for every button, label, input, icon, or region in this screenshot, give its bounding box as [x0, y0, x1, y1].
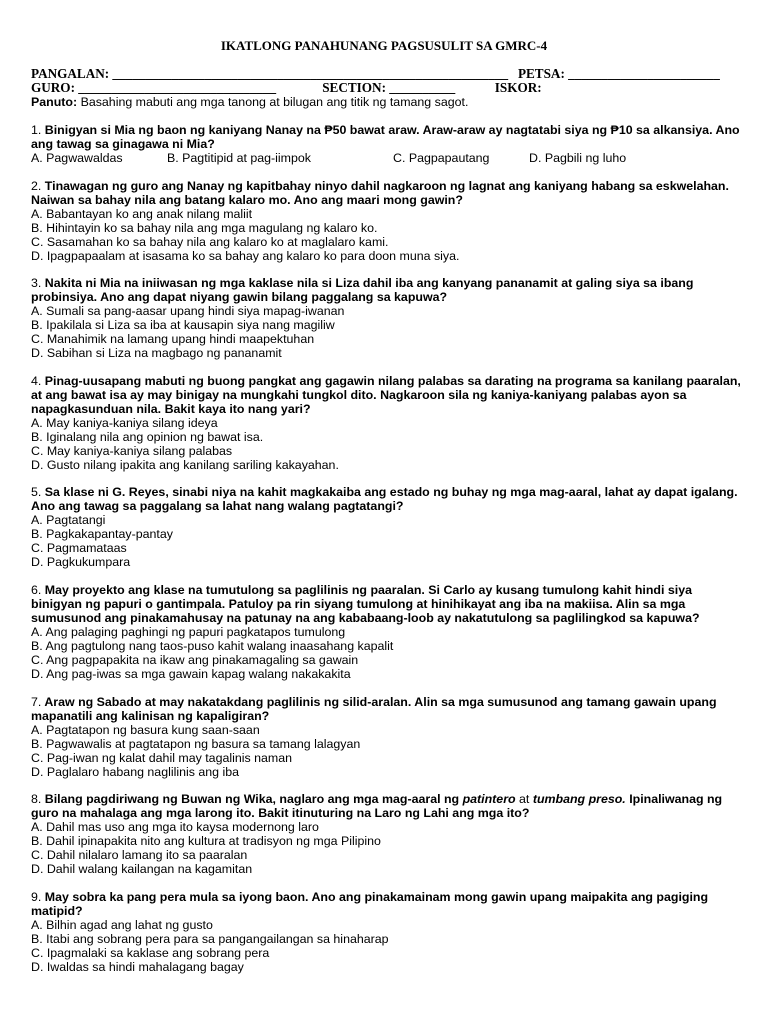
question-stem [31, 485, 743, 513]
question-stem [31, 792, 743, 820]
option-c[interactable]: C. Ipagmalaki sa kaklase ang sobrang pera [31, 945, 270, 960]
question-number: 7. [31, 694, 42, 709]
option-d[interactable]: D. Iwaldas sa hindi mahalagang bagay [31, 959, 244, 974]
question-number: 3. [31, 276, 42, 291]
option-d[interactable]: D. Ipagpapaalam at isasama ko sa bahay ang kalaro ko para doon muna siya. [31, 248, 460, 263]
question-number: 8. [31, 792, 42, 807]
question-text: May sobra ka pang pera mula sa iyong baon. Ano ang pinakamainam mong gawin upang maipakita ang pagiging matipid? [31, 889, 709, 918]
option-c[interactable]: C. Pagpapautang [393, 151, 490, 165]
option-b[interactable]: B. Itabi ang sobrang pera para sa pangangailangan sa hinaharap [31, 931, 389, 946]
option-c[interactable]: C. Pag-iwan ng kalat dahil may tagalinis naman [31, 750, 293, 765]
question-6 [31, 583, 743, 681]
option-a[interactable]: A. Sumali sa pang-aasar upang hindi siya mapag-iwanan [31, 304, 345, 319]
option-d[interactable]: D. Sabihan si Liza na magbago ng pananamit [31, 346, 282, 361]
option-d[interactable]: D. Pagkukumpara [31, 555, 131, 570]
option-b[interactable]: B. Hihintayin ko sa bahay nila ang mga magulang ng kalaro ko. [31, 220, 378, 235]
question-text: Sa klase ni G. Reyes, sinabi niya na kahit magkakaiba ang estado ng buhay ng mga mag-aaral, lahat ay dapat igalang. Ano ang tawag sa paggalang sa lahat nang walang pagtatangi? [31, 485, 738, 514]
question-2 [31, 179, 743, 263]
question-9 [31, 890, 743, 974]
option-d[interactable]: D. Gusto nilang ipakita ang kanilang sariling kakayahan. [31, 457, 339, 472]
header-teacher-section-score-line: GURO: ______________________________ SECTION: __________ ISKOR: [31, 80, 542, 95]
option-a[interactable]: A. Pagtatangi [31, 513, 106, 528]
question-list [31, 123, 743, 987]
option-c[interactable]: C. Sasamahan ko sa bahay nila ang kalaro ko at maglalaro kami. [31, 234, 389, 249]
option-d[interactable]: D. Pagbili ng luho [529, 151, 627, 165]
question-stem [31, 374, 743, 416]
option-b[interactable]: B. Ipakilala si Liza sa iba at kausapin siya nang magiliw [31, 318, 335, 333]
question-number: 1. [31, 123, 42, 137]
question-1 [31, 123, 743, 165]
question-text: May proyekto ang klase na tumutulong sa paglilinis ng paaralan. Si Carlo ay kusang tumulong kahit hindi siya binigyan ng papuri o gantimpala. Patuloy pa rin siyang tumulong at hinihikayat ang iba na makiisa. Alin sa mga sumusunod ang pinakamahusay na patunay na ang kababaang-loob ay nakatutulong sa paglilingkod sa kapuwa? [31, 582, 700, 625]
question-5 [31, 485, 743, 569]
question-number: 6. [31, 582, 42, 597]
question-number: 2. [31, 178, 42, 193]
option-b[interactable]: B. Ang pagtulong nang taos-puso kahit walang inaasahang kapalit [31, 638, 394, 653]
question-3 [31, 276, 743, 360]
instructions-text: Basahing mabuti ang mga tanong at bilugan ang titik ng tamang sagot. [77, 95, 469, 109]
option-d[interactable]: D. Paglalaro habang naglilinis ang iba [31, 764, 240, 779]
option-a[interactable]: A. Dahil mas uso ang mga ito kaysa modernong laro [31, 820, 319, 835]
option-a[interactable]: A. Ang palaging paghingi ng papuri pagkatapos tumulong [31, 624, 346, 639]
option-b[interactable]: B. Pagwawalis at pagtatapon ng basura sa tamang lalagyan [31, 736, 361, 751]
question-text: Bilang pagdiriwang ng Buwan ng Wika, naglaro ang mga mag-aaral ng [41, 792, 463, 807]
option-a[interactable]: A. Babantayan ko ang anak nilang maliit [31, 206, 253, 221]
option-b[interactable]: B. Iginalang nila ang opinion ng bawat isa. [31, 429, 264, 444]
options-row [31, 151, 743, 165]
option-d[interactable]: D. Ang pag-iwas sa mga gawain kapag walang nakakakita [31, 666, 351, 681]
question-number: 4. [31, 373, 42, 388]
question-4 [31, 374, 743, 472]
option-c[interactable]: C. May kaniya-kaniya silang palabas [31, 443, 233, 458]
header-name-date-line: PANGALAN: ____________________________________________________________ PETSA: _______________________ [31, 66, 720, 81]
option-a[interactable]: A. Pagwawaldas [31, 151, 123, 165]
question-stem [31, 179, 743, 207]
question-stem [31, 890, 743, 918]
option-c[interactable]: C. Manahimik na lamang upang hindi maapektuhan [31, 332, 315, 347]
question-text-rest: Ipinaliwanag ng guro na mahalaga ang mga larong ito. Bakit itinuturing na Laro ng Lahi ang mga ito? [31, 792, 723, 821]
option-a[interactable]: A. Pagtatapon ng basura kung saan-saan [31, 722, 260, 737]
instructions-label: Panuto: [31, 95, 78, 109]
option-c[interactable]: C. Dahil nilalaro lamang ito sa paaralan [31, 848, 248, 863]
option-a[interactable]: A. May kaniya-kaniya silang ideya [31, 415, 218, 430]
option-a[interactable]: A. Bilhin agad ang lahat ng gusto [31, 917, 213, 932]
option-b[interactable]: B. Pagtitipid at pag-iimpok [167, 151, 311, 165]
option-b[interactable]: B. Pagkakapantay-pantay [31, 527, 173, 542]
question-text: Pinag-uusapang mabuti ng buong pangkat ang gagawin nilang palabas sa darating na programa sa kanilang paaralan, at ang bawat isa ay may binigay na mungkahi tungkol dito. Nagkaroon sila ng kaniya-kaniyang palabas ayon sa napagkasunduan nila. Bakit kaya ito nang yari? [31, 373, 741, 416]
question-stem [31, 276, 743, 304]
question-text: Tinawagan ng guro ang Nanay ng kapitbahay ninyo dahil nagkaroon ng lagnat ang kaniyang habang sa eskwelahan. Naiwan sa bahay nila ang batang kalaro mo. Ano ang maari mong gawin? [31, 178, 729, 207]
question-7 [31, 695, 743, 779]
option-b[interactable]: B. Dahil ipinapakita nito ang kultura at tradisyon ng mga Pilipino [31, 834, 381, 849]
question-text: Binigyan si Mia ng baon ng kaniyang Nanay na ₱50 bawat araw. Araw-araw ay nagtatabi siya ng ₱10 sa alkansiya. Ano ang tawag sa ginagawa ni Mia? [31, 123, 740, 151]
question-text: Araw ng Sabado at may nakatakdang paglilinis ng silid-aralan. Alin sa mga sumusunod ang tamang gawain upang mapanatili ang kalinisan ng kapaligiran? [31, 694, 717, 723]
question-stem [31, 695, 743, 723]
question-number: 5. [31, 485, 42, 500]
question-text: Nakita ni Mia na iniiwasan ng mga kaklase nila si Liza dahil iba ang kanyang pananamit at galing siya sa ibang probinsiya. Ano ang dapat niyang gawin bilang paggalang sa kapuwa? [31, 276, 694, 305]
question-stem [31, 123, 743, 151]
instructions [31, 95, 468, 109]
question-stem [31, 583, 743, 625]
game-name-patintero: patintero [462, 792, 516, 807]
game-name-tumbang-preso: tumbang preso. [532, 792, 626, 807]
option-c[interactable]: C. Pagmamataas [31, 541, 127, 556]
exam-title: IKATLONG PANAHUNANG PAGSUSULIT SA GMRC-4 [220, 38, 548, 53]
question-8 [31, 792, 743, 876]
option-c[interactable]: C. Ang pagpapakita na ikaw ang pinakamagaling sa gawain [31, 652, 359, 667]
question-text-and: at [515, 792, 533, 807]
question-number: 9. [31, 889, 42, 904]
option-d[interactable]: D. Dahil walang kailangan na kagamitan [31, 862, 253, 877]
